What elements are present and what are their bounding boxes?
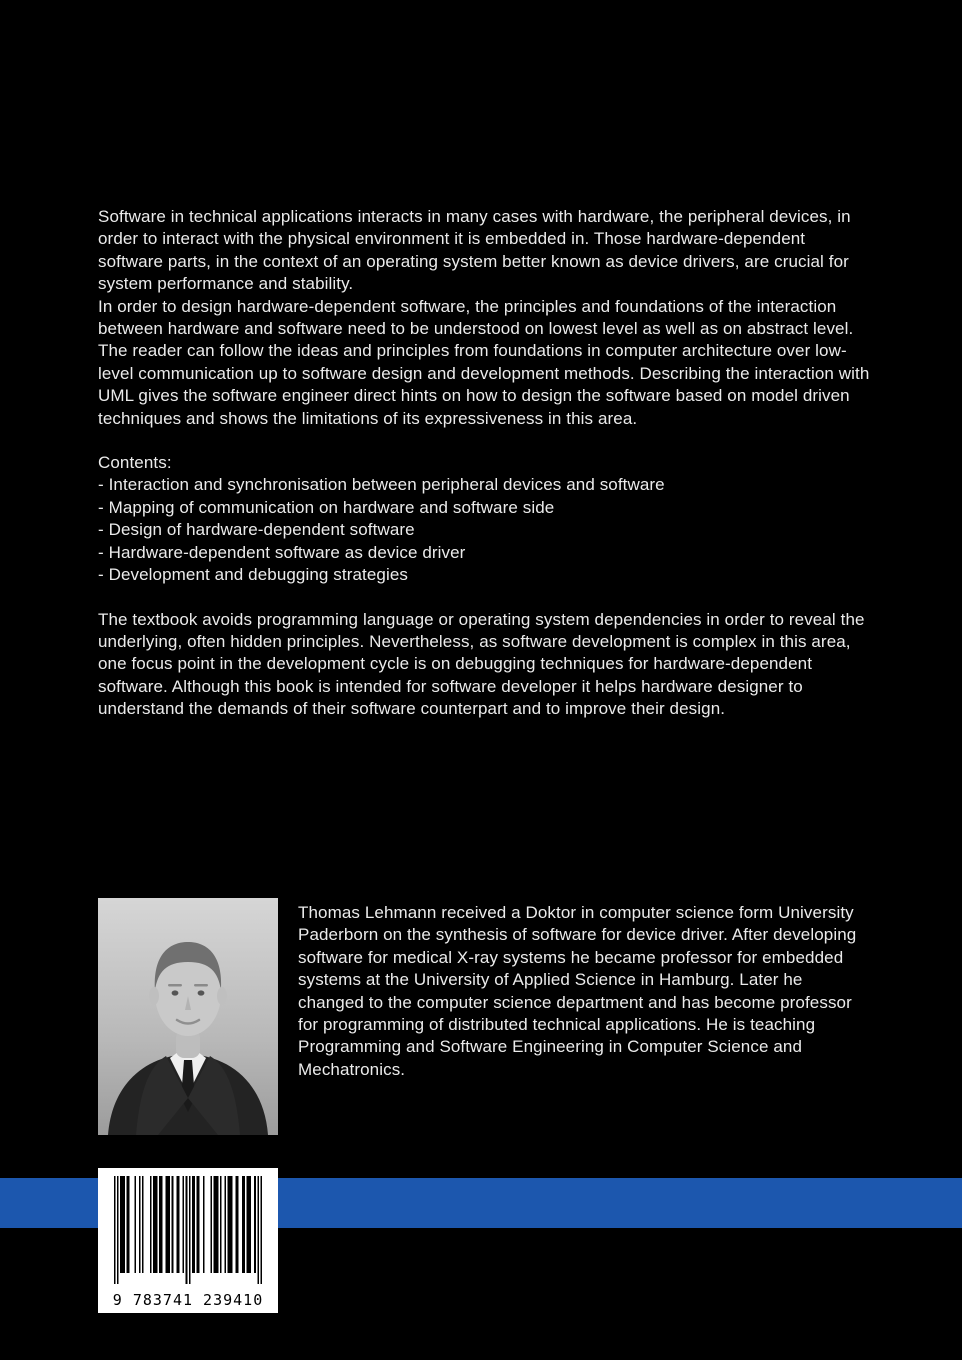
synopsis-paragraph-1: Software in technical applications interacts in many cases with hardware, the peripheral devices, in order to interact with the physical environment it is embedded in. Those hardware-dependent software parts, in the context of an operating system better known as device drivers, are crucial for system performance and stability.: [98, 207, 851, 294]
synopsis-paragraph-2: In order to design hardware-dependent software, the principles and foundations of the interaction between hardware and software need to be understood on lowest level as well as on abstract level. The reader can follow the ideas and principles from foundations in computer architecture over low-level communication up to software design and development methods. Describing the interaction with UML gives the software engineer direct hints on how to design the software based on model driven techniques and shows the limitations of its expressiveness in this area.: [98, 296, 870, 428]
author-portrait-photo: [98, 898, 278, 1135]
author-portrait-illustration: [98, 898, 278, 1135]
contents-item: - Mapping of communication on hardware and software side: [98, 497, 555, 517]
contents-item: - Design of hardware-dependent software: [98, 520, 415, 540]
contents-item: - Interaction and synchronisation between peripheral devices and software: [98, 475, 665, 495]
contents-list: [98, 474, 873, 586]
contents-heading: Contents:: [98, 453, 172, 473]
contents-item: - Development and debugging strategies: [98, 565, 408, 585]
closing-paragraph: The textbook avoids programming language or operating system dependencies in order to reveal the underlying, often hidden principles. Nevertheless, as software development is complex in this area, one focus point in the development cycle is on debugging techniques for hardware-dependent software. Although this book is intended for software developer it helps hardware designer to understand the demands of their software counterpart and to improve their design.: [98, 609, 865, 719]
author-bio: Thomas Lehmann received a Doktor in computer science form University Paderborn on the synthesis of software for device driver. After developing software for medical X-ray systems he became professor for embedded systems at the University of Applied Science in Hamburg. Later he changed to the computer science department and has become professor for programming of distributed technical applications. He is teaching Programming and Software Engineering in Computer Science and Mechatronics.: [298, 903, 857, 1079]
back-cover-text: [98, 206, 873, 721]
barcode: [98, 1168, 278, 1313]
barcode-bars: [114, 1176, 262, 1286]
barcode-number: 9 783741 239410: [112, 1291, 264, 1309]
contents-item: - Hardware-dependent software as device driver: [98, 542, 466, 562]
barcode-bars-area: [114, 1176, 262, 1286]
